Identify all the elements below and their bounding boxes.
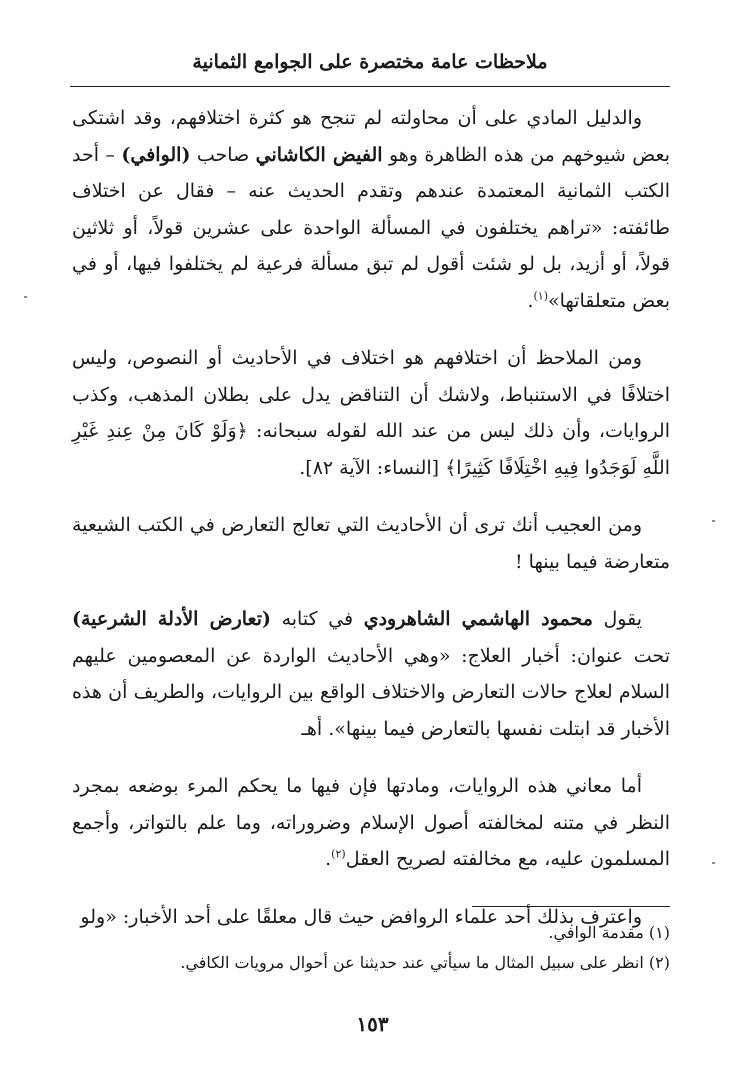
paragraph-5: أما معاني هذه الروايات، ومادتها فإن فيها ما يحكم المرء بوضعه بمجرد النظر في متنه لمخالفته أصول الإسلام وضروراته، وما علم بالتواتر، وأجمع المسلمون عليه، مع مخالفته لصريح العقل$^{(٢)}$.	[72, 775, 670, 870]
footnote-2: (٢) انظر على سبيل المثال ما سيأتي عند حديثنا عن أحوال مرويات الكافي.	[180, 953, 670, 972]
author-name: محمود الهاشمي الشاهرودي	[363, 608, 593, 630]
running-header: ملاحظات عامة مختصرة على الجوامع الثمانية	[192, 51, 548, 73]
main-text	[72, 100, 670, 956]
footnote-1: (١) مقدمة الوافي.	[548, 923, 670, 942]
book-name: (تعارض الأدلة الشرعية)	[72, 608, 271, 630]
author-name: الفيض الكاشاني	[255, 143, 383, 166]
scan-speck	[712, 862, 715, 864]
paragraph-6: واعترف بذلك أحد علماء الروافض حيث قال معلقًا على أحد الأخبار: «ولو	[80, 905, 642, 928]
page-number: ١٥٣	[356, 1012, 389, 1036]
footnote-ref-1: (١)	[533, 289, 548, 303]
header-divider	[70, 86, 670, 87]
footnote-divider	[472, 906, 670, 907]
footnotes	[72, 918, 670, 978]
book-name: (الوافي)	[121, 143, 191, 166]
scan-speck	[712, 520, 715, 522]
footnote-ref-2: (٢)	[331, 847, 346, 861]
paragraph-1: والدليل المادي على أن محاولته لم تنجح هو كثرة اختلافهم، وقد اشتكى بعض شيوخهم من هذه الظاهرة وهو الفيض الكاشاني صاحب (الوافي) – أحد الكتب الثمانية المعتمدة عندهم وتقدم الحديث عنه – فقال عن اختلاف طائفته: «تراهم يختلفون في المسألة الواحدة على عشرين قولاً، أو ثلاثين قولاً، أو أزيد، بل لو شئت أقول لم تبق مسألة فرعية لم يختلفوا فيها، أو في بعض متعلقاتها»$^{(١)}$.	[72, 107, 670, 312]
paragraph-2: ومن الملاحظ أن اختلافهم هو اختلاف في الأحاديث أو النصوص، وليس اختلافًا في الاستنباط، ولاشك أن التناقض يدل على بطلان المذهب، وكذب الروايات، وأن ذلك ليس من عند الله لقوله سبحانه: ﴿وَلَوْ كَانَ مِنْ عِندِ غَيْرِ اللَّهِ لَوَجَدُوا فِيهِ اخْتِلَافًا كَثِيرًا﴾ [النساء: الآية ٨٢].	[72, 347, 670, 479]
scan-speck	[24, 296, 27, 298]
paragraph-4: يقول محمود الهاشمي الشاهرودي في كتابه (تعارض الأدلة الشرعية) تحت عنوان: أخبار العلاج: «وهي الأحاديث الواردة عن المعصومين عليهم السلام لعلاج حالات التعارض والاختلاف الواقع بين الروايات، والطريف أن هذه الأخبار قد ابتلت نفسها بالتعارض فيما بينها». أهـ	[72, 608, 670, 740]
paragraph-3: ومن العجيب أنك ترى أن الأحاديث التي تعالج التعارض في الكتب الشيعية متعارضة فيما بينها !	[72, 514, 670, 573]
